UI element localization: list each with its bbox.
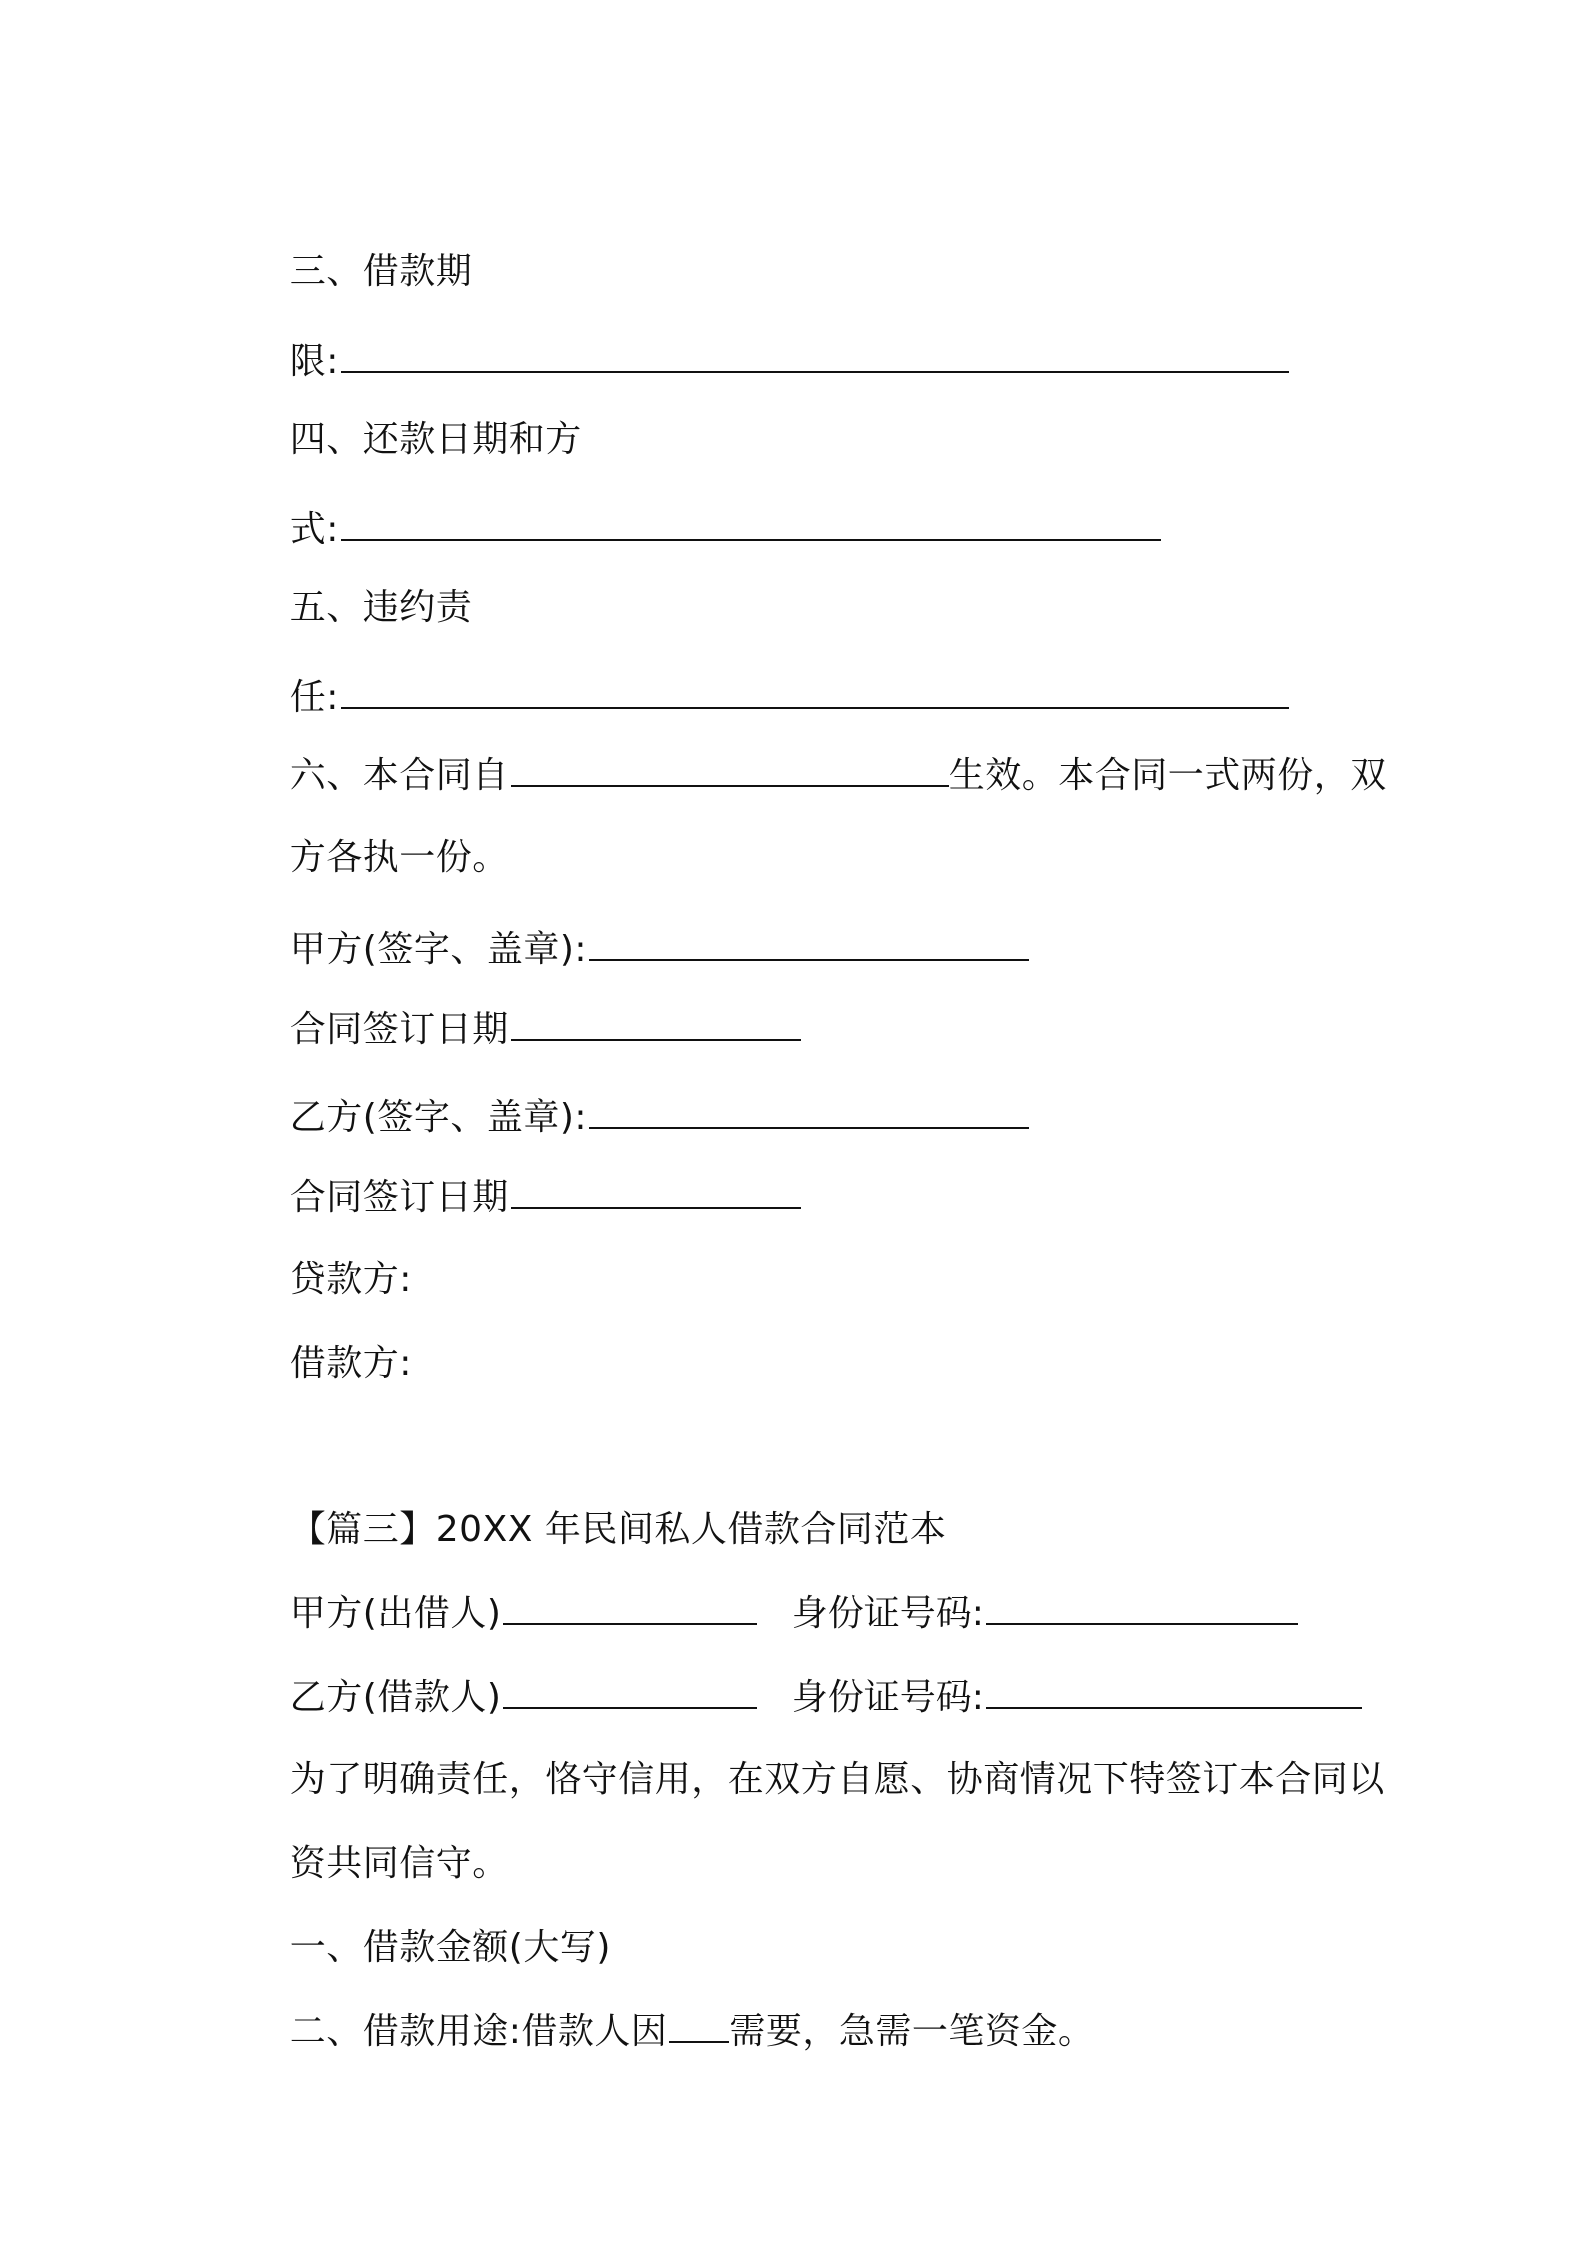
borrower-party-line: 乙方(借款人) xyxy=(242,1632,757,1764)
section-6-continuation: 方各执一份。 xyxy=(289,837,509,878)
loan-term-blank[interactable] xyxy=(341,343,1289,373)
effective-date-blank[interactable] xyxy=(511,757,949,787)
breach-liability-blank[interactable] xyxy=(341,679,1289,709)
borrower-id-blank[interactable] xyxy=(986,1679,1362,1709)
party-a-signature: 甲方(签字、盖章): xyxy=(242,884,1029,1016)
clause-1: 一、借款金额(大写) xyxy=(289,1927,611,1968)
borrower-id-field: 身份证号码: xyxy=(746,1632,1362,1764)
borrower-line: 借款方: xyxy=(289,1343,412,1384)
loan-purpose-blank[interactable] xyxy=(669,2013,729,2043)
repayment-method-blank[interactable] xyxy=(341,511,1161,541)
party-b-date: 合同签订日期 xyxy=(242,1132,801,1264)
party-b-signature-blank[interactable] xyxy=(589,1099,1029,1129)
section-4-heading: 四、还款日期和方 xyxy=(289,419,582,460)
intro-line-1: 为了明确责任，恪守信用，在双方自愿、协商情况下特签订本合同以 xyxy=(289,1759,1385,1800)
section-3-heading: 三、借款期 xyxy=(289,251,473,292)
lender-line: 贷款方: xyxy=(289,1259,412,1300)
borrower-name-blank[interactable] xyxy=(503,1679,757,1709)
section-5-field: 任: xyxy=(242,632,1289,764)
section-3-field: 限: xyxy=(242,296,1289,428)
intro-line-2: 资共同信守。 xyxy=(289,1843,509,1884)
lender-id-blank[interactable] xyxy=(986,1595,1298,1625)
party-b-signature: 乙方(签字、盖章): xyxy=(242,1052,1029,1184)
party-a-signature-blank[interactable] xyxy=(589,931,1029,961)
party-b-date-blank[interactable] xyxy=(511,1179,801,1209)
lender-id-field: 身份证号码: xyxy=(746,1548,1298,1680)
lender-name-blank[interactable] xyxy=(503,1595,757,1625)
section-5-heading: 五、违约责 xyxy=(289,587,473,628)
lender-party-line: 甲方(出借人) xyxy=(242,1548,757,1680)
part-3-title: 【篇三】20XX 年民间私人借款合同范本 xyxy=(289,1509,947,1550)
party-a-date: 合同签订日期 xyxy=(242,964,801,1096)
section-4-field: 式: xyxy=(242,464,1161,596)
section-6-line: 六、本合同自 生效。本合同一式两份，双 xyxy=(289,755,1387,796)
clause-2: 二、借款用途:借款人因 需要，急需一笔资金。 xyxy=(289,2011,1095,2052)
party-a-date-blank[interactable] xyxy=(511,1011,801,1041)
